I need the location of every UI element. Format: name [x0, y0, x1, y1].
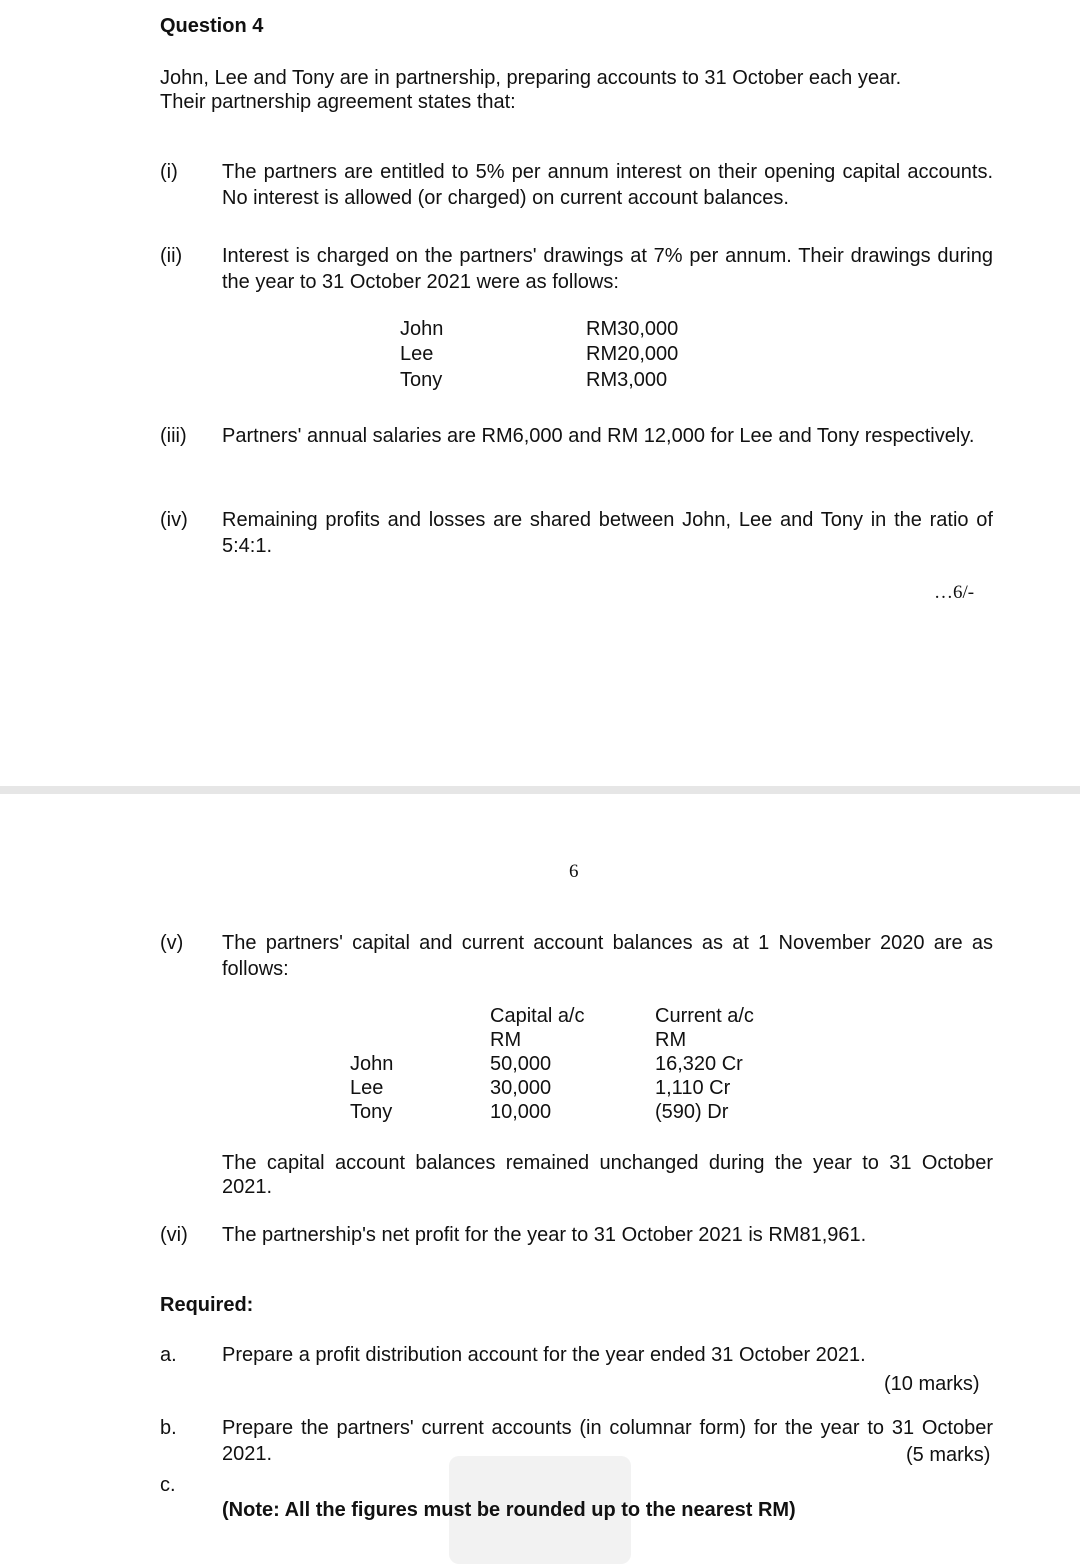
capital-note: The capital account balances remained unchanged during the year to 31 October 2021.: [222, 1152, 993, 1198]
item-iv-number: (iv): [160, 509, 188, 531]
req-a-marks: (10 marks): [884, 1373, 980, 1395]
drawings-amount-tony: RM3,000: [586, 369, 668, 391]
intro-line-1: John, Lee and Tony are in partnership, preparing accounts to 31 October each year.: [160, 67, 902, 89]
drawings-name-tony: Tony: [400, 369, 443, 391]
drawings-amount-lee: RM20,000: [586, 343, 679, 365]
required-title: Required:: [160, 1294, 254, 1316]
drawings-amount-john: RM30,000: [586, 318, 679, 340]
item-iii-number: (iii): [160, 425, 187, 447]
balance-capital-tony: 10,000: [490, 1101, 552, 1123]
question-title: Question 4: [160, 15, 264, 37]
balance-current-lee: 1,110 Cr: [655, 1077, 731, 1099]
item-iii-text: Partners' annual salaries are RM6,000 and RM 12,000 for Lee and Tony respectively.: [222, 425, 975, 447]
page-number: 6: [569, 861, 579, 882]
balance-current-john: 16,320 Cr: [655, 1053, 743, 1075]
item-vi-text: The partnership's net profit for the year to 31 October 2021 is RM81,961.: [222, 1224, 867, 1246]
req-b-letter: b.: [160, 1417, 177, 1439]
item-i-number: (i): [160, 161, 178, 183]
req-b-marks: (5 marks): [900, 1442, 990, 1468]
item-i-text: The partners are entitled to 5% per annum interest on their opening capital accounts. No interest is allowed (or charged) on current account balances.: [222, 161, 993, 209]
balance-name-lee: Lee: [350, 1077, 384, 1099]
item-v-text: The partners' capital and current account balances as at 1 November 2020 are as follows:: [222, 932, 993, 980]
balance-name-tony: Tony: [350, 1101, 393, 1123]
rounding-note: (Note: All the figures must be rounded up to the nearest RM): [222, 1499, 796, 1521]
header-current: Current a/c: [655, 1005, 754, 1027]
drawings-name-lee: Lee: [400, 343, 434, 365]
balance-name-john: John: [350, 1053, 394, 1075]
balance-current-tony: (590) Dr: [655, 1101, 729, 1123]
req-a-letter: a.: [160, 1344, 177, 1366]
header-capital: Capital a/c: [490, 1005, 585, 1027]
balance-capital-john: 50,000: [490, 1053, 552, 1075]
item-vi-number: (vi): [160, 1224, 188, 1246]
continuation-marker: …6/-: [934, 582, 975, 603]
header-capital-unit: RM: [490, 1029, 522, 1051]
drawings-name-john: John: [400, 318, 444, 340]
item-iv-text: Remaining profits and losses are shared between John, Lee and Tony in the ratio of 5:4:1.: [222, 509, 993, 557]
page-separator: [0, 786, 1080, 794]
req-c-letter: c.: [160, 1474, 176, 1496]
item-ii-text: Interest is charged on the partners' drawings at 7% per annum. Their drawings during the year to 31 October 2021 were as follows:: [222, 245, 993, 293]
item-v-number: (v): [160, 932, 184, 954]
intro-line-2: Their partnership agreement states that:: [160, 91, 516, 113]
item-ii-number: (ii): [160, 245, 183, 267]
req-b-text: Prepare the partners' current accounts (in columnar form) for the year to 31 October 2021.: [222, 1417, 993, 1465]
req-a-text: Prepare a profit distribution account for the year ended 31 October 2021.: [222, 1344, 866, 1366]
header-current-unit: RM: [655, 1029, 687, 1051]
balance-capital-lee: 30,000: [490, 1077, 552, 1099]
